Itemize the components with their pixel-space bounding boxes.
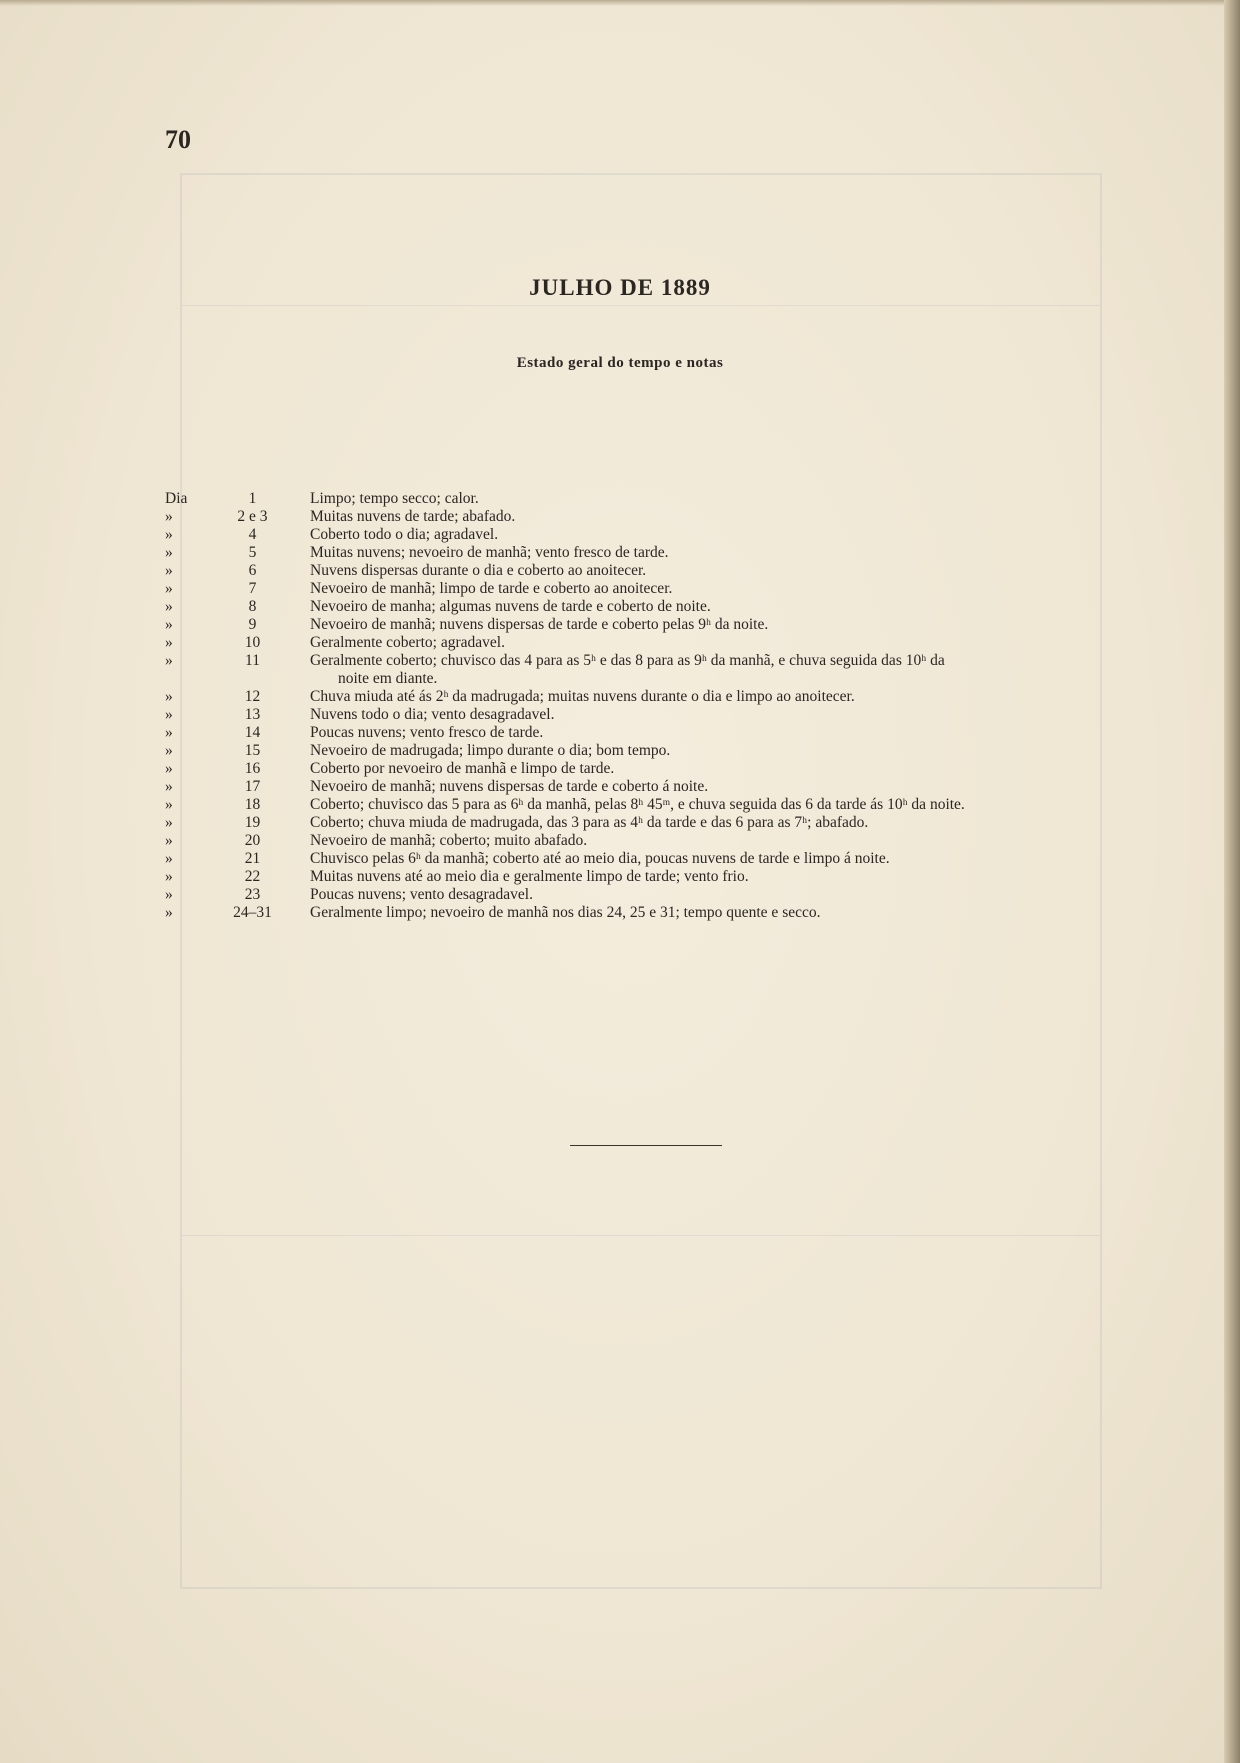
entry-note: Nuvens todo o dia; vento desagradavel. (310, 706, 555, 723)
entry-note-cell (290, 724, 1090, 742)
entry-note-cell (290, 778, 1090, 796)
entry-note-cell (290, 742, 1090, 760)
entry-label: » (165, 760, 173, 777)
list-item (165, 508, 1115, 526)
entry-label: » (165, 904, 173, 921)
entry-day: 19 (244, 814, 261, 831)
entry-label: » (165, 544, 173, 561)
entry-day: 2 e 3 (237, 508, 268, 525)
list-item (165, 724, 1115, 742)
list-item (165, 652, 1115, 688)
list-item (165, 904, 1115, 922)
entry-note: Nevoeiro de manhã; nuvens dispersas de tarde e coberto pelas 9ʰ da noite. (310, 616, 769, 633)
entry-day: 6 (248, 562, 257, 579)
entry-note: Muitas nuvens; nevoeiro de manhã; vento fresco de tarde. (310, 544, 669, 561)
entry-note-cell (290, 634, 1090, 652)
entry-label: » (165, 652, 173, 669)
closing-rule (570, 1145, 722, 1146)
entry-day: 22 (244, 868, 261, 885)
entry-note-cell (290, 580, 1090, 598)
entry-day: 8 (248, 598, 257, 615)
entry-note: Muitas nuvens até ao meio dia e geralmente limpo de tarde; vento frio. (310, 868, 749, 885)
page-title: JULHO DE 1889 (529, 275, 711, 300)
entry-note: Poucas nuvens; vento desagradavel. (310, 886, 533, 903)
entry-note-cell (290, 706, 1090, 724)
entry-note-cell (290, 796, 1090, 814)
entry-note: Nevoeiro de manhã; nuvens dispersas de tarde e coberto á noite. (310, 778, 709, 795)
entry-label: Dia (165, 490, 188, 507)
entry-note-cell (290, 616, 1090, 634)
entry-note-cell (290, 832, 1090, 850)
list-item (165, 796, 1115, 814)
entry-label: » (165, 832, 173, 849)
entry-label: » (165, 616, 173, 633)
entry-day: 17 (244, 778, 261, 795)
page-top-edge (0, 0, 1240, 6)
entry-label: » (165, 598, 173, 615)
entry-day: 15 (244, 742, 261, 759)
entry-label: » (165, 724, 173, 741)
entry-note: Coberto por nevoeiro de manhã e limpo de tarde. (310, 760, 615, 777)
entry-note-cell (290, 688, 1090, 706)
list-item (165, 886, 1115, 904)
entry-note: Nevoeiro de manhã; coberto; muito abafado. (310, 832, 588, 849)
section-subtitle: Estado geral do tempo e notas (516, 355, 724, 371)
entry-note-cell (290, 814, 1090, 832)
entry-note: Geralmente coberto; agradavel. (310, 634, 505, 651)
entry-note-cell (290, 544, 1090, 562)
entry-note: Muitas nuvens de tarde; abafado. (310, 508, 516, 525)
entry-note-cell (290, 562, 1090, 580)
entry-label: » (165, 886, 173, 903)
entry-note-cell (290, 652, 1090, 688)
list-item (165, 544, 1115, 562)
entry-day: 16 (244, 760, 261, 777)
entry-note-cell (290, 598, 1090, 616)
entry-day: 11 (245, 652, 260, 669)
entry-note-cell (290, 886, 1090, 904)
entry-day: 5 (248, 544, 257, 561)
list-item (165, 850, 1115, 868)
entry-label: » (165, 526, 173, 543)
entry-note: Coberto todo o dia; agradavel. (310, 526, 499, 543)
entry-note-cell (290, 526, 1090, 544)
list-item (165, 832, 1115, 850)
entry-note: Nevoeiro de manhã; limpo de tarde e coberto ao anoitecer. (310, 580, 673, 597)
entry-note-continuation: noite em diante. (338, 670, 438, 687)
entry-label: » (165, 508, 173, 525)
list-item (165, 778, 1115, 796)
list-item (165, 742, 1115, 760)
entry-day: 18 (244, 796, 261, 813)
entry-note: Coberto; chuvisco das 5 para as 6ʰ da manhã, pelas 8ʰ 45ᵐ, e chuva seguida das 6 da tarde ás 10ʰ da noite. (310, 796, 965, 813)
entry-day: 12 (244, 688, 261, 705)
list-item (165, 562, 1115, 580)
list-item (165, 868, 1115, 886)
list-item (165, 706, 1115, 724)
list-item (165, 814, 1115, 832)
entry-label: » (165, 814, 173, 831)
list-item (165, 760, 1115, 778)
entry-note: Chuvisco pelas 6ʰ da manhã; coberto até ao meio dia, poucas nuvens de tarde e limpo á noite. (310, 850, 890, 867)
list-item (165, 598, 1115, 616)
entry-label: » (165, 706, 173, 723)
list-item (165, 616, 1115, 634)
entry-day: 1 (248, 490, 257, 507)
entry-note-cell (290, 490, 1090, 508)
page-right-edge (1224, 0, 1240, 1763)
list-item (165, 490, 1115, 508)
list-item (165, 688, 1115, 706)
entry-note: Poucas nuvens; vento fresco de tarde. (310, 724, 544, 741)
entry-label: » (165, 742, 173, 759)
entry-note: Nevoeiro de manha; algumas nuvens de tarde e coberto de noite. (310, 598, 711, 615)
entry-note-cell (290, 904, 1090, 922)
entry-day: 24–31 (233, 904, 272, 921)
entry-label: » (165, 688, 173, 705)
list-item (165, 526, 1115, 544)
entry-note-cell (290, 868, 1090, 886)
entry-day: 4 (248, 526, 257, 543)
entry-note: Nevoeiro de madrugada; limpo durante o dia; bom tempo. (310, 742, 671, 759)
entry-day: 23 (244, 886, 261, 903)
entry-label: » (165, 796, 173, 813)
entry-note: Nuvens dispersas durante o dia e coberto ao anoitecer. (310, 562, 647, 579)
entry-note: Chuva miuda até ás 2ʰ da madrugada; muitas nuvens durante o dia e limpo ao anoitecer. (310, 688, 855, 705)
entry-day: 20 (244, 832, 261, 849)
entry-day: 21 (244, 850, 261, 867)
entry-note: Coberto; chuva miuda de madrugada, das 3 para as 4ʰ da tarde e das 6 para as 7ʰ; abafado. (310, 814, 869, 831)
entry-day: 13 (244, 706, 261, 723)
entry-label: » (165, 850, 173, 867)
entry-label: » (165, 580, 173, 597)
entry-label: » (165, 868, 173, 885)
weather-notes-list (165, 490, 1115, 922)
entry-note-cell (290, 760, 1090, 778)
entry-day: 14 (244, 724, 261, 741)
entry-label: » (165, 562, 173, 579)
entry-label: » (165, 778, 173, 795)
entry-note-cell (290, 850, 1090, 868)
page-number: 70 (165, 125, 191, 154)
entry-day: 9 (248, 616, 257, 633)
list-item (165, 634, 1115, 652)
entry-label: » (165, 634, 173, 651)
list-item (165, 580, 1115, 598)
entry-day: 10 (244, 634, 261, 651)
entry-note-cell (290, 508, 1090, 526)
entry-day: 7 (248, 580, 257, 597)
entry-note: Geralmente limpo; nevoeiro de manhã nos dias 24, 25 e 31; tempo quente e secco. (310, 904, 821, 921)
entry-note: Limpo; tempo secco; calor. (310, 490, 479, 507)
entry-note: Geralmente coberto; chuvisco das 4 para as 5ʰ e das 8 para as 9ʰ da manhã, e chuva seguida das 10ʰ da (310, 652, 945, 669)
